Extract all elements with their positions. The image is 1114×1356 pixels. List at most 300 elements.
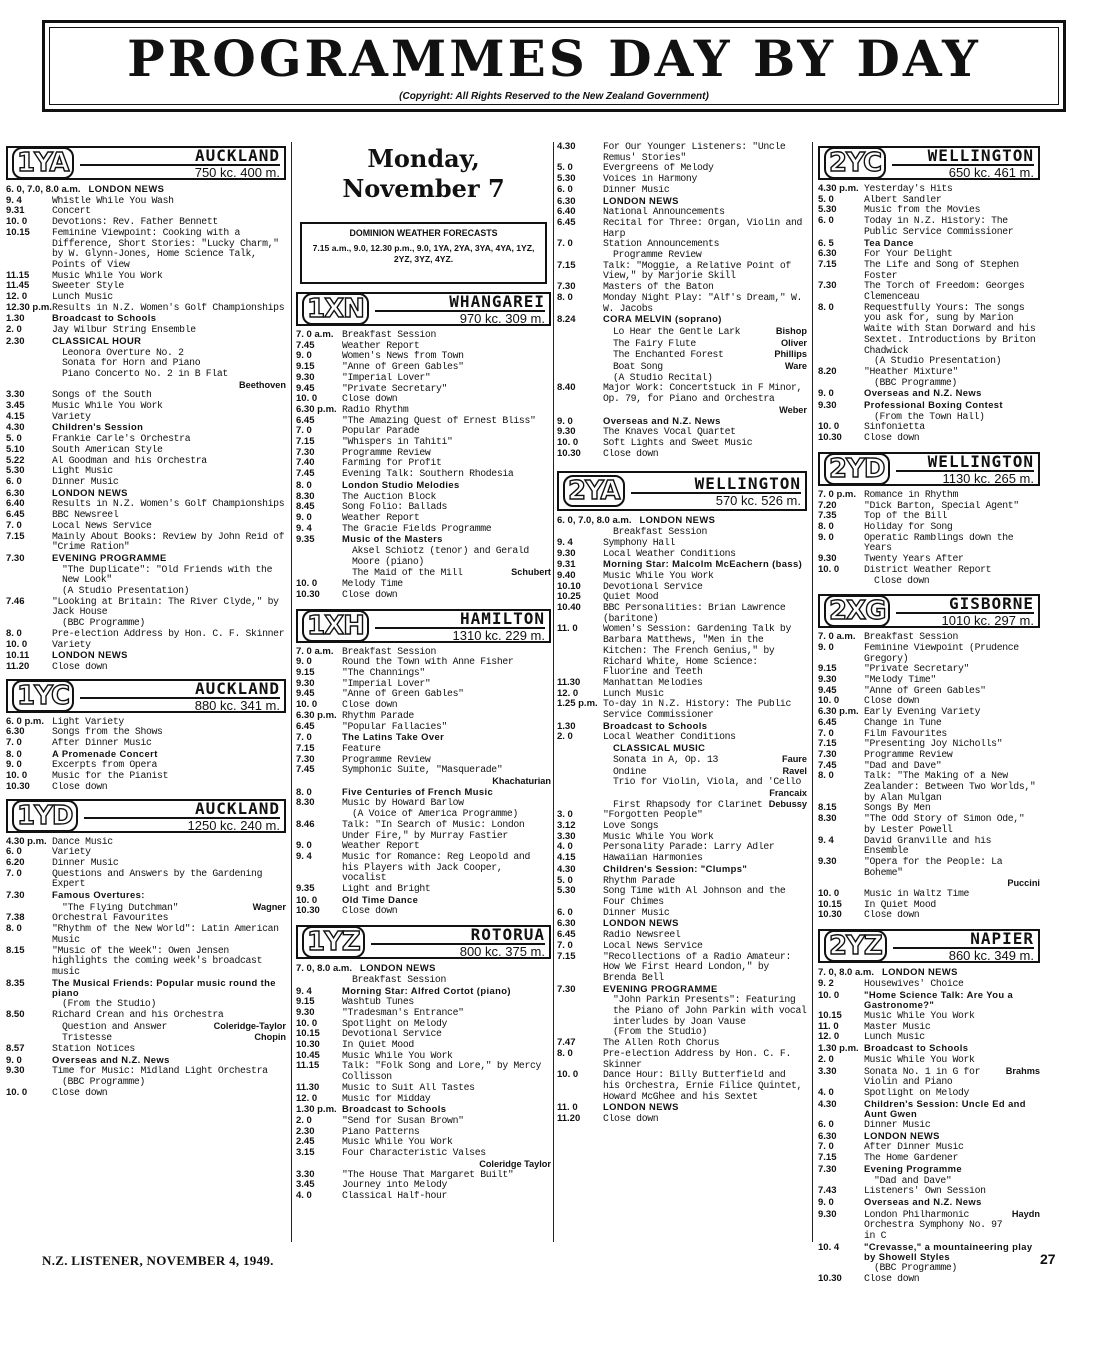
programme-time: 9.45 xyxy=(296,382,315,394)
programme-time: 5.30 xyxy=(557,885,576,897)
programme-time: 9.30 xyxy=(818,400,837,412)
programme-title: Whistle While You Wash xyxy=(52,195,174,206)
programme-entry xyxy=(557,427,807,438)
programme-entry xyxy=(296,755,551,766)
programme-time: 7.46 xyxy=(6,595,25,607)
programme-entry xyxy=(557,788,807,799)
programme-entry xyxy=(6,1021,286,1033)
programme-entry xyxy=(6,1032,286,1044)
column-4 xyxy=(818,142,1040,1285)
programme-title: "Anne of Green Gables" xyxy=(342,362,464,373)
programme-title: Children's Session xyxy=(52,422,144,433)
programme-title: Music While You Work xyxy=(864,1011,975,1021)
programme-title: Lo Hear the Gentle Lark xyxy=(613,326,741,337)
programme-title: Spotlight on Melody xyxy=(864,1087,970,1098)
programme-time: 8.45 xyxy=(296,501,315,513)
programme-entry xyxy=(6,313,286,325)
programme-title: Leonora Overture No. 2 xyxy=(62,347,184,358)
station-header-1yz xyxy=(296,925,551,959)
programme-time: 7.45 xyxy=(296,764,315,776)
programme-entry xyxy=(6,401,286,412)
programme-title: London Philharmonic Orchestra Symphony No. 97 in C xyxy=(864,1209,1003,1242)
programme-entry xyxy=(296,852,551,884)
programme-entry xyxy=(557,449,807,460)
programme-title: The Allen Roth Chorus xyxy=(603,1038,720,1049)
programme-entry xyxy=(818,238,1040,250)
programme-title: "Popular Fallacies" xyxy=(342,721,448,732)
programme-entry xyxy=(296,502,551,513)
programme-title: Dinner Music xyxy=(603,184,670,195)
composer-name: Oliver xyxy=(780,337,807,348)
programme-title: Feature xyxy=(342,743,381,754)
programme-entry xyxy=(296,1191,551,1202)
programme-entry xyxy=(818,675,1040,686)
programme-title: Farming for Profit xyxy=(342,458,442,469)
programme-time: 3.30 xyxy=(557,830,576,842)
programme-time: 12. 0 xyxy=(296,1092,318,1104)
programme-title: Close down xyxy=(52,1087,108,1098)
station-city: WHANGAREI xyxy=(449,292,545,311)
programme-title: Five Centuries of French Music xyxy=(342,786,494,797)
programme-entry xyxy=(296,841,551,852)
programme-time: 8. 0 xyxy=(557,1047,573,1059)
programme-time: 9.30 xyxy=(557,547,576,559)
programme-entry xyxy=(6,1088,286,1099)
programme-time: 7. 0 xyxy=(296,425,312,437)
programme-time: 7.45 xyxy=(296,339,315,351)
programme-title: "Dad and Dave" xyxy=(874,1175,952,1186)
programme-entry xyxy=(557,592,807,603)
programme-time: 7. 0 xyxy=(296,732,312,744)
schedule-1yz xyxy=(296,963,551,1201)
programme-time: 9.45 xyxy=(818,684,837,696)
programme-entry xyxy=(818,1099,1040,1120)
programme-entry xyxy=(557,1027,807,1038)
programme-title: Today in N.Z. History: The Public Service Commissioner xyxy=(864,216,1014,237)
programme-title: London Studio Melodies xyxy=(342,479,460,490)
programme-entry xyxy=(557,261,807,282)
programme-title: "Send for Susan Brown" xyxy=(342,1116,464,1126)
programme-title: (BBC Programme) xyxy=(62,618,145,629)
programme-entry xyxy=(6,727,286,738)
programme-time: 7.15 xyxy=(296,742,315,754)
schedule-2yd xyxy=(818,490,1040,586)
programme-title: Weather Report xyxy=(342,340,420,351)
programme-title: Music While You Work xyxy=(342,1137,453,1148)
programme-title: In Quiet Mood xyxy=(342,1040,414,1051)
programme-title: "Anne of Green Gables" xyxy=(342,689,464,700)
programme-title: Music While You Work xyxy=(864,1054,975,1065)
programme-entry xyxy=(818,1055,1040,1066)
programme-entry xyxy=(818,216,1040,237)
programme-time: 1.30 p.m. xyxy=(296,1104,337,1116)
programme-entry xyxy=(557,218,807,239)
programme-time: 9. 0 xyxy=(296,511,312,523)
programme-entry xyxy=(6,837,286,848)
programme-entry xyxy=(296,657,551,668)
programme-entry xyxy=(296,1083,551,1094)
programme-entry xyxy=(557,373,807,384)
programme-title: (A Studio Presentation) xyxy=(874,356,1002,367)
programme-title: Close down xyxy=(342,589,398,600)
programme-time: 9. 0 xyxy=(818,531,834,543)
programme-title: Broadcast to Schools xyxy=(342,1104,447,1115)
programme-entry xyxy=(296,437,551,448)
programme-time: 6.30 p.m. xyxy=(296,403,337,415)
programme-time: 4. 0 xyxy=(818,1086,834,1098)
programme-title: Mainly About Books: Review by John Reid of "Crime Ration" xyxy=(52,531,285,553)
programme-time: 9. 4 xyxy=(818,834,834,846)
programme-time: 7. 0 a.m. xyxy=(296,645,334,657)
station-city: WELLINGTON xyxy=(927,146,1034,165)
programme-title: Excerpts from Opera xyxy=(52,760,158,771)
programme-entry xyxy=(557,405,807,416)
programme-title: Broadcast to Schools xyxy=(52,313,157,324)
programme-title: "John Parkin Presents": Featuring the Piano of John Parkin with vocal interludes by Joan Vause xyxy=(613,995,807,1027)
composer-name: Debussy xyxy=(768,798,807,809)
programme-entry xyxy=(296,1051,551,1062)
programme-time: 8.30 xyxy=(296,490,315,502)
programme-time: 4.15 xyxy=(6,410,25,422)
programme-entry xyxy=(6,1077,286,1088)
programme-title: LONDON NEWS xyxy=(603,195,679,206)
programme-title: Programme Review xyxy=(613,250,702,261)
programme-entry xyxy=(818,303,1040,357)
programme-entry xyxy=(6,390,286,401)
programme-title: Music for the Pianist xyxy=(52,771,169,782)
programme-title: The Life and Song of Stephen Foster xyxy=(864,259,1019,281)
programme-time: 6. 0 xyxy=(818,1119,834,1131)
programme-entry xyxy=(557,732,807,743)
programme-title: (From the Studio) xyxy=(613,1027,707,1038)
programme-title: Breakfast Session xyxy=(352,974,446,985)
programme-time: 11.15 xyxy=(6,269,30,281)
programme-entry xyxy=(296,1019,551,1030)
programme-title: Dance Music xyxy=(52,836,113,847)
programme-time: 7.45 xyxy=(296,468,315,480)
programme-title: "The Duplicate": "Old Friends with the New Look" xyxy=(62,564,273,586)
programme-title: Twenty Years After xyxy=(864,554,964,565)
programme-time: 9.30 xyxy=(818,553,837,565)
programme-title: Local Weather Conditions xyxy=(603,732,736,743)
programme-time: 7. 0 a.m. xyxy=(818,631,856,643)
programme-time: 8.40 xyxy=(557,382,576,394)
programme-entry xyxy=(557,326,807,338)
programme-entry xyxy=(6,858,286,869)
programme-entry xyxy=(296,1148,551,1159)
programme-entry xyxy=(6,782,286,793)
programme-title: Music to Suit All Tastes xyxy=(342,1082,475,1093)
programme-entry xyxy=(296,1170,551,1181)
station-frequency: 860 kc. 349 m. xyxy=(893,947,1034,962)
programme-entry xyxy=(818,412,1040,423)
programme-entry xyxy=(296,820,551,841)
programme-entry xyxy=(296,373,551,384)
programme-title: Love Songs xyxy=(603,821,659,832)
schedule-1xn xyxy=(296,330,551,601)
programme-entry xyxy=(557,864,807,876)
programme-time: 9.45 xyxy=(296,688,315,700)
column-3 xyxy=(557,142,807,1125)
programme-title: Washtub Tunes xyxy=(342,997,414,1008)
programme-entry xyxy=(818,814,1040,835)
composer-name: Khachaturian xyxy=(492,776,551,787)
programme-time: 10. 0 xyxy=(818,989,840,1001)
programme-entry xyxy=(6,369,286,380)
programme-entry xyxy=(296,963,551,975)
programme-title: LONDON NEWS xyxy=(52,487,128,498)
programme-entry xyxy=(818,281,1040,302)
programme-entry xyxy=(6,662,286,673)
programme-time: 6.45 xyxy=(296,414,315,426)
station-frequency: 880 kc. 341 m. xyxy=(80,697,280,712)
programme-time: 10. 0 xyxy=(296,894,318,906)
programme-time: 8. 0 xyxy=(6,627,22,639)
programme-title: Music in Waltz Time xyxy=(864,889,970,900)
programme-time: 8. 0 xyxy=(6,923,22,935)
copyright-notice: (Copyright: All Rights Reserved to the New Zealand Government) xyxy=(399,91,709,102)
programme-entry xyxy=(296,416,551,427)
programme-title: Quiet Mood xyxy=(603,592,659,603)
programme-entry xyxy=(818,761,1040,772)
programme-entry xyxy=(6,717,286,728)
programme-title: Breakfast Session xyxy=(613,527,707,538)
programme-title: (BBC Programme) xyxy=(874,1263,957,1274)
programme-title: "Rhythm of the New World": Latin American Music xyxy=(52,924,279,945)
programme-title: Richard Crean and his Orchestra xyxy=(52,1009,224,1020)
programme-entry xyxy=(557,1102,807,1114)
programme-title: Close down xyxy=(52,661,108,672)
programme-time: 9. 4 xyxy=(296,522,312,534)
programme-entry xyxy=(296,567,551,579)
programme-entry xyxy=(296,1040,551,1051)
programme-time: 8.46 xyxy=(296,818,315,830)
station-city: AUCKLAND xyxy=(194,146,280,165)
programme-entry xyxy=(818,686,1040,697)
station-city: GISBORNE xyxy=(948,594,1034,614)
programme-time: 5. 0 xyxy=(818,193,834,205)
programme-title: Music While You Work xyxy=(52,270,163,281)
programme-title: Radio Rhythm xyxy=(342,404,409,415)
programme-time: 10.15 xyxy=(296,1028,320,1040)
programme-entry xyxy=(557,699,807,720)
programme-title: Dinner Music xyxy=(52,476,119,487)
programme-time: 10. 0 xyxy=(296,1017,318,1029)
station-header-1xh xyxy=(296,609,551,643)
programme-entry xyxy=(557,142,807,163)
programme-entry xyxy=(6,510,286,521)
programme-entry xyxy=(557,383,807,404)
programme-title: Round the Town with Anne Fisher xyxy=(342,657,514,668)
station-callsign: 2YC xyxy=(824,147,886,179)
programme-entry xyxy=(6,271,286,282)
programme-title: Recital for Three: Organ, Violin and Harp xyxy=(603,217,803,239)
programme-entry xyxy=(6,597,286,618)
programme-entry xyxy=(296,975,551,986)
programme-time: 10.15 xyxy=(818,898,842,910)
programme-entry xyxy=(557,527,807,538)
programme-entry xyxy=(296,906,551,917)
programme-time: 10. 0 xyxy=(296,578,318,590)
programme-title: LONDON NEWS xyxy=(359,963,436,974)
programme-title: LONDON NEWS xyxy=(52,650,128,661)
programme-time: 9. 0 xyxy=(6,759,22,771)
programme-time: 2.30 xyxy=(6,335,25,347)
programme-entry xyxy=(296,1127,551,1138)
programme-title: Overseas and N.Z. News xyxy=(864,388,982,399)
programme-entry xyxy=(818,533,1040,554)
programme-entry xyxy=(557,941,807,952)
programme-time: 6.45 xyxy=(296,720,315,732)
programme-title: Lunch Music xyxy=(864,1032,925,1043)
programme-title: District Weather Report xyxy=(864,564,992,575)
programme-entry xyxy=(818,1088,1040,1099)
programme-time: 7. 0 xyxy=(557,238,573,250)
programme-entry xyxy=(6,1066,286,1077)
programme-title: Music by Howard Barlow xyxy=(342,798,464,809)
programme-time: 9.15 xyxy=(296,361,315,373)
programme-title: Symphonic Suite, "Masquerade" xyxy=(342,765,503,776)
programme-title: Personality Parade: Larry Adler xyxy=(603,842,775,853)
programme-time: 12.30 p.m. xyxy=(6,301,52,313)
programme-title: Feminine Viewpoint: Cooking with a Difference, Short Stories: "Lucky Charm," by W. Glynn-Jones, Home Science Talk, Points of View xyxy=(52,227,279,270)
programme-entry xyxy=(296,1061,551,1082)
programme-time: 6. 0 p.m. xyxy=(6,715,45,727)
programme-time: 9. 0 xyxy=(818,388,834,400)
programme-entry xyxy=(557,549,807,560)
programme-entry xyxy=(296,689,551,700)
programme-entry xyxy=(557,832,807,843)
programme-entry xyxy=(296,1116,551,1127)
programme-entry xyxy=(557,930,807,941)
programme-time: 6.45 xyxy=(557,929,576,941)
station-frequency: 1250 kc. 240 m. xyxy=(84,817,281,832)
programme-title: Music While You Work xyxy=(342,1050,453,1061)
programme-entry xyxy=(818,400,1040,412)
programme-time: 8.50 xyxy=(6,1008,25,1020)
programme-time: 6.40 xyxy=(557,206,576,218)
programme-entry xyxy=(6,640,286,651)
programme-entry xyxy=(818,490,1040,501)
programme-title: Classical Half-hour xyxy=(342,1190,448,1201)
programme-entry xyxy=(296,668,551,679)
composer-name: Bishop xyxy=(775,325,807,336)
programme-title: Questions and Answers by the Gardening Expert xyxy=(52,868,263,890)
programme-time: 8. 0 xyxy=(818,770,834,782)
programme-time: 7. 0 xyxy=(6,519,22,531)
programme-title: Evening Talk: Southern Rhodesia xyxy=(342,469,514,480)
programme-entry xyxy=(6,184,286,196)
programme-time: 7.20 xyxy=(818,499,837,511)
programme-title: Devotions: Rev. Father Bennett xyxy=(52,217,218,228)
programme-title: "The House That Margaret Built" xyxy=(342,1169,514,1180)
programme-entry xyxy=(557,361,807,373)
programme-entry xyxy=(557,1049,807,1070)
weather-forecast-title: DOMINION WEATHER FORECASTS xyxy=(349,228,498,238)
page-number: 27 xyxy=(1040,1251,1056,1267)
programme-entry xyxy=(818,1197,1040,1209)
programme-time: 9. 4 xyxy=(296,985,312,997)
programme-time: 7.47 xyxy=(557,1037,576,1049)
programme-entry xyxy=(6,336,286,348)
programme-title: Change in Tune xyxy=(864,717,942,728)
programme-entry xyxy=(557,571,807,582)
programme-entry xyxy=(6,196,286,207)
programme-title: BBC Personalities: Brian Lawrence (baritone) xyxy=(603,603,786,624)
programme-entry xyxy=(296,1159,551,1170)
station-header-2ya xyxy=(557,471,807,511)
station-city: NAPIER xyxy=(970,929,1034,949)
station-header-1yc xyxy=(6,679,286,713)
station-callsign: 2XG xyxy=(824,595,890,627)
programme-entry xyxy=(557,766,807,778)
programme-entry xyxy=(557,721,807,733)
column-2 xyxy=(296,142,551,1202)
programme-entry xyxy=(557,821,807,832)
programme-title: The Auction Block xyxy=(342,491,436,502)
programme-entry xyxy=(6,999,286,1010)
station-callsign: 1YA xyxy=(12,147,74,179)
programme-time: 9.30 xyxy=(557,426,576,438)
programme-title: Piano Patterns xyxy=(342,1126,420,1137)
programme-title: Sweeter Style xyxy=(52,281,124,292)
programme-entry xyxy=(296,986,551,998)
programme-time: 11. 0 xyxy=(557,623,578,635)
programme-time: 6.30 p.m. xyxy=(296,709,337,721)
programme-title: Monday Night Play: "Alf's Dream," W. W. Jacobs xyxy=(603,292,803,314)
programme-entry xyxy=(296,1104,551,1116)
station-header-2xg xyxy=(818,594,1040,628)
programme-entry xyxy=(818,378,1040,389)
programme-title: Manhattan Melodies xyxy=(603,677,703,688)
programme-title: "Crevasse," a mountaineering play by Showell Styles xyxy=(864,1241,1033,1263)
programme-time: 7.30 xyxy=(6,890,25,902)
programme-time: 7.43 xyxy=(818,1185,837,1197)
programme-title: Weather Report xyxy=(342,841,420,852)
programme-entry xyxy=(818,1209,1040,1242)
programme-title: Evening Programme xyxy=(864,1163,962,1174)
programme-time: 2.30 xyxy=(296,1125,315,1137)
composer-name: Coleridge Taylor xyxy=(479,1158,551,1169)
programme-title: LONDON NEWS xyxy=(639,515,716,526)
programme-time: 2.45 xyxy=(296,1136,315,1148)
programme-time: 8.57 xyxy=(6,1042,25,1054)
programme-entry xyxy=(557,952,807,984)
programme-time: 4.30 xyxy=(6,422,25,434)
programme-time: 7.45 xyxy=(818,759,837,771)
programme-entry xyxy=(557,1114,807,1125)
schedule-2ya xyxy=(557,515,807,1124)
programme-entry xyxy=(6,847,286,858)
station-header-2yz xyxy=(818,929,1040,963)
programme-time: 11.30 xyxy=(557,676,581,688)
station-header-1yd xyxy=(6,799,286,833)
programme-title: Ondine xyxy=(613,766,647,777)
station-callsign: 1YD xyxy=(12,800,78,832)
programme-title: CLASSICAL MUSIC xyxy=(613,743,706,754)
composer-name: Ware xyxy=(784,361,807,372)
station-frequency: 1310 kc. 229 m. xyxy=(375,627,545,642)
composer-name: Weber xyxy=(779,404,807,415)
programme-time: 10. 0 xyxy=(818,421,840,433)
programme-entry xyxy=(6,771,286,782)
programme-title: Talk: "Folk Song and Lore," by Mercy Collisson xyxy=(342,1061,542,1083)
programme-title: Listeners' Own Session xyxy=(864,1186,986,1197)
programme-entry xyxy=(818,501,1040,512)
programme-time: 11.45 xyxy=(6,280,30,292)
programme-time: 6.30 xyxy=(6,726,25,738)
programme-time: 12. 0 xyxy=(818,1031,840,1043)
